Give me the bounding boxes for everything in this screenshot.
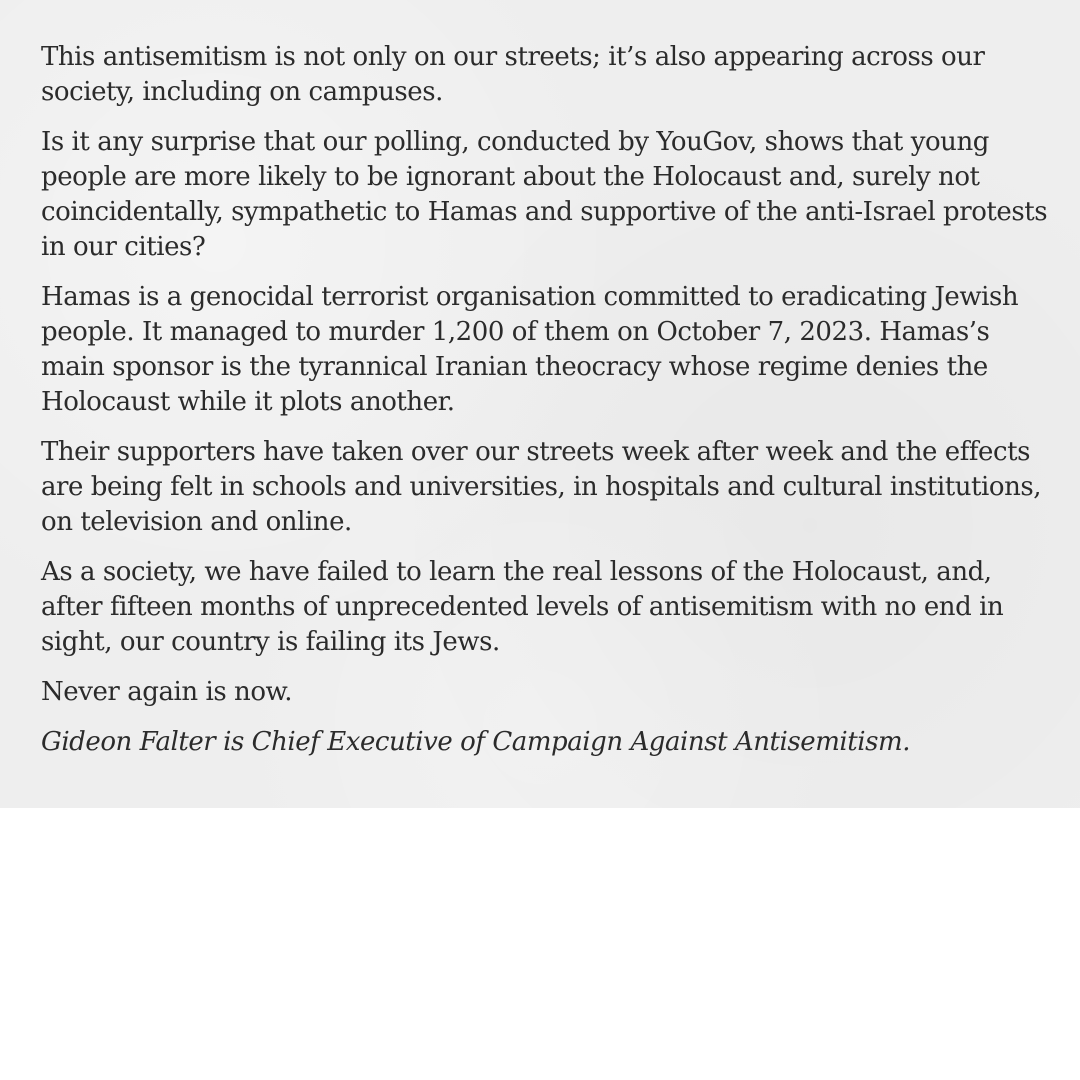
author-byline: Gideon Falter is Chief Executive of Campaign Against Antisemitism.: [41, 727, 911, 757]
article-paragraph-4: Their supporters have taken over our streets week after week and the effects are being felt in schools and universities, in hospitals and cultural institutions, on television and online.: [41, 437, 1042, 537]
article-paragraph-5: As a society, we have failed to learn the real lessons of the Holocaust, and, after fifteen months of unprecedented levels of antisemitism with no end in sight, our country is failing its Jews.: [41, 557, 1004, 657]
article-paragraph-2: Is it any surprise that our polling, conducted by YouGov, shows that young people are more likely to be ignorant about the Holocaust and, surely not coincidentally, sympathetic to Hamas and supportive of the anti-Israel protests in our cities?: [41, 127, 1048, 262]
blank-footer-area: [0, 808, 1080, 1080]
article-paragraph-1: This antisemitism is not only on our streets; it’s also appearing across our society, including on campuses.: [41, 42, 985, 107]
article-paragraph-6: Never again is now.: [41, 677, 293, 707]
article-paragraph-3: Hamas is a genocidal terrorist organisation committed to eradicating Jewish people. It managed to murder 1,200 of them on October 7, 2023. Hamas’s main sponsor is the tyrannical Iranian theocracy whose regime denies the Holocaust while it plots another.: [41, 282, 1019, 417]
article-body: [41, 40, 1051, 775]
